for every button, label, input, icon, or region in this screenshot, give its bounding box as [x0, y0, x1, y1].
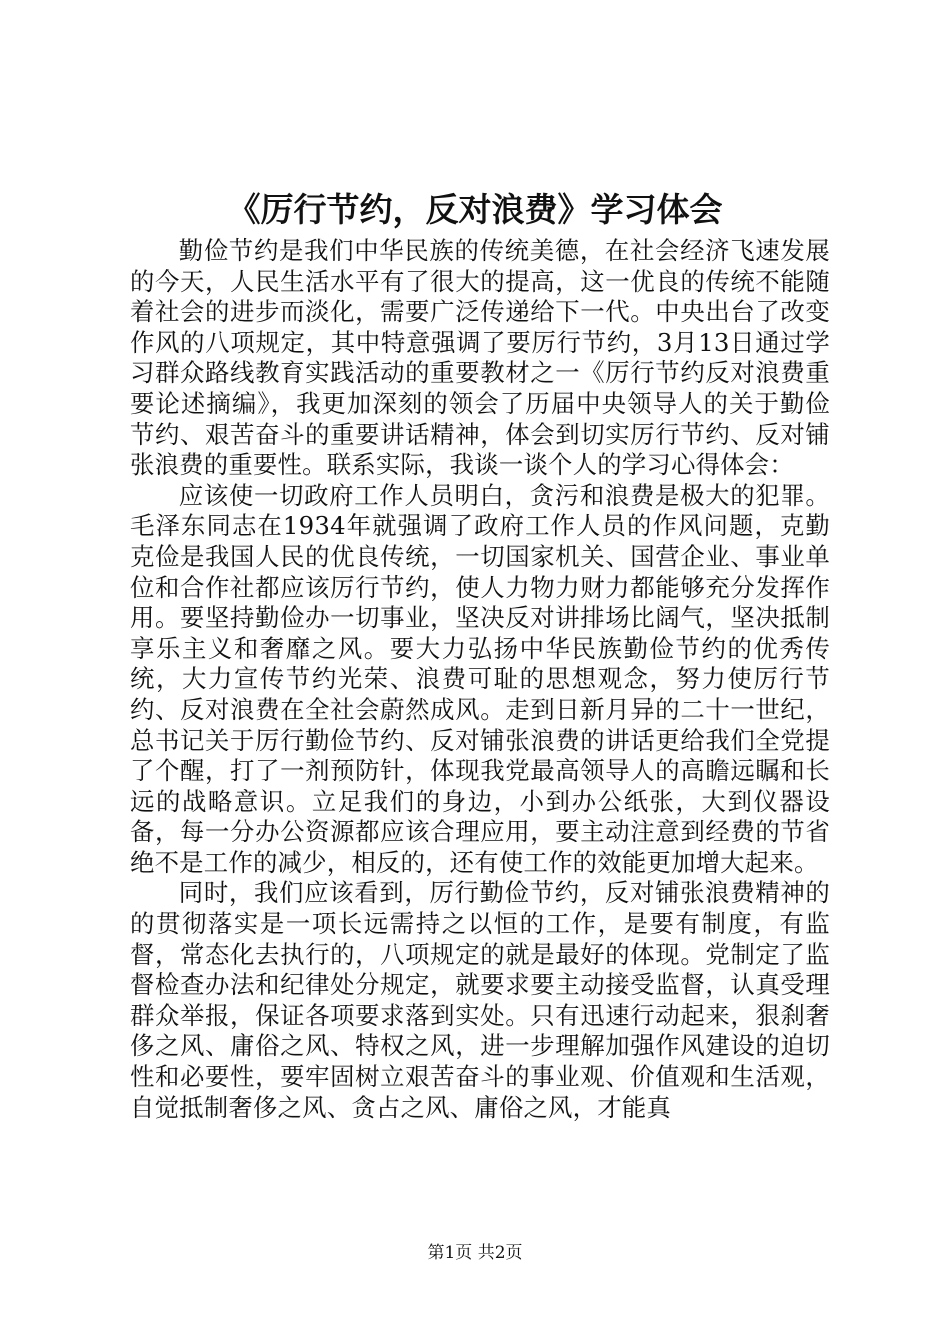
page-number-footer: 第1页 共2页 — [427, 1243, 523, 1263]
document-title: 《厉行节约，反对浪费》学习体会 — [227, 190, 723, 229]
document-body — [130, 236, 830, 1123]
paragraph-1: 勤俭节约是我们中华民族的传统美德，在社会经济飞速发展的今天，人民生活水平有了很大的提高，这一优良的传统不能随着社会的进步而淡化，需要广泛传递给下一代。中央出台了改变作风的八项规定，其中特意强调了要厉行节约，3月13日通过学习群众路线教育实践活动的重要教材之一《厉行节约反对浪费重要论述摘编》，我更加深刻的领会了历届中央领导人的关于勤俭节约、艰苦奋斗的重要讲话精神，体会到切实厉行节约、反对铺张浪费的重要性。联系实际，我谈一谈个人的学习心得体会： — [130, 236, 830, 480]
paragraph-3: 同时，我们应该看到，厉行勤俭节约，反对铺张浪费精神的的贯彻落实是一项长远需持之以恒的工作，是要有制度，有监督，常态化去执行的，八项规定的就是最好的体现。党制定了监督检查办法和纪律处分规定，就要求要主动接受监督，认真受理群众举报，保证各项要求落到实处。只有迅速行动起来，狠刹奢侈之风、庸俗之风、特权之风，进一步理解加强作风建设的迫切性和必要性，要牢固树立艰苦奋斗的事业观、价值观和生活观，自觉抵制奢侈之风、贪占之风、庸俗之风，才能真 — [130, 878, 830, 1122]
paragraph-2: 应该使一切政府工作人员明白，贪污和浪费是极大的犯罪。毛泽东同志在1934年就强调了政府工作人员的作风问题，克勤克俭是我国人民的优良传统，一切国家机关、国营企业、事业单位和合作社都应该厉行节约，使人力物力财力都能够充分发挥作用。要坚持勤俭办一切事业，坚决反对讲排场比阔气，坚决抵制享乐主义和奢靡之风。要大力弘扬中华民族勤俭节约的优秀传统，大力宣传节约光荣、浪费可耻的思想观念，努力使厉行节约、反对浪费在全社会蔚然成风。走到日新月异的二十一世纪，总书记关于厉行勤俭节约、反对铺张浪费的讲话更给我们全党提了个醒，打了一剂预防针，体现我党最高领导人的高瞻远瞩和长远的战略意识。立足我们的身边，小到办公纸张，大到仪器设备，每一分办公资源都应该合理应用，要主动注意到经费的节省绝不是工作的减少，相反的，还有使工作的效能更加增大起来。 — [130, 480, 830, 877]
